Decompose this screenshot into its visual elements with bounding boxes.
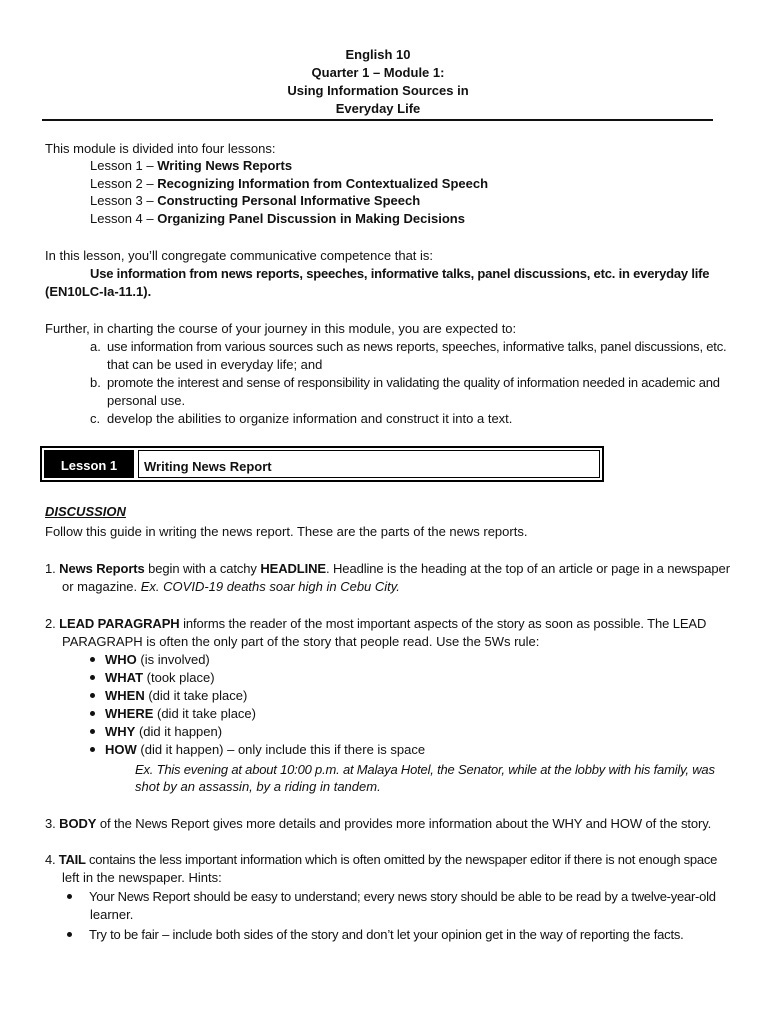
five-w-why (90, 723, 222, 741)
part-text-rest: . Headline is the heading at the top of an article or page in a newspaper (326, 561, 730, 576)
lesson-banner-title: Writing News Report (138, 450, 600, 478)
lesson-prefix: Lesson 3 – (90, 193, 158, 208)
five-w-who (90, 651, 210, 669)
objectives-intro: Further, in charting the course of your journey in this module, you are expected to: (45, 321, 517, 336)
five-w-desc: (did it happen) – only include this if there is space (136, 742, 426, 757)
hint-2-line1 (67, 926, 684, 944)
part-term-2: HEADLINE (260, 561, 326, 576)
objective-marker-a: a. (90, 339, 101, 354)
lesson-list-item-1 (90, 157, 292, 175)
lesson-prefix: Lesson 1 – (90, 158, 158, 173)
lead-example-line1: Ex. This evening at about 10:00 p.m. at Malaya Hotel, the Senator, while at the lobby with his family, was (135, 762, 715, 777)
part-text: contains the less important information which is often omitted by the newspaper editor if there is not enough space (85, 852, 718, 867)
part-term: News Reports (59, 561, 145, 576)
bullet-icon (90, 657, 95, 662)
hint-1-line2: learner. (90, 907, 134, 922)
objective-a-line1: use information from various sources such as news reports, speeches, informative talks, panel discussions, etc. (107, 339, 727, 354)
module-title-line1: Using Information Sources in (287, 83, 469, 98)
bullet-icon (90, 747, 95, 752)
lead-example-line2: shot by an assassin, by a riding in tandem. (135, 779, 381, 794)
competence-code: (EN10LC-Ia-11.1). (45, 284, 152, 299)
hint-text: Your News Report should be easy to understand; every news story should be able to be read by a twelve-year-old (89, 889, 716, 904)
bullet-icon (90, 711, 95, 716)
five-w-desc: (did it take place) (153, 706, 256, 721)
lesson-prefix: Lesson 2 – (90, 176, 158, 191)
part-4-line1 (45, 851, 717, 869)
discussion-heading: DISCUSSION (45, 504, 126, 519)
lesson-list-item-2 (90, 175, 488, 193)
hint-text: Try to be fair – include both sides of the story and don’t let your opinion get in the way of reporting the facts. (89, 927, 684, 942)
five-w-desc: (is involved) (136, 652, 210, 667)
five-w-where (90, 705, 256, 723)
part-number: 2. (45, 616, 60, 631)
part-text: or magazine. (62, 579, 141, 594)
five-w-term: WHY (105, 724, 136, 739)
module-subject: English 10 (345, 47, 411, 62)
lesson-title: Writing News Reports (157, 158, 293, 173)
part-number: 4. (45, 852, 59, 867)
lesson-prefix: Lesson 4 – (90, 211, 158, 226)
five-w-when (90, 687, 247, 705)
five-w-term: HOW (105, 742, 137, 757)
lesson-banner-tab: Lesson 1 (44, 450, 134, 478)
five-w-desc: (did it take place) (144, 688, 248, 703)
discussion-intro: Follow this guide in writing the news report. These are the parts of the news reports. (45, 524, 528, 539)
part-term: TAIL (58, 852, 86, 867)
objective-a-line2: that can be used in everyday life; and (107, 357, 323, 372)
hint-1-line1 (67, 888, 716, 906)
lesson-title: Constructing Personal Informative Speech (157, 193, 421, 208)
part-3-line1 (45, 815, 711, 833)
lesson-list-item-3 (90, 192, 420, 210)
lesson-list-item-4 (90, 210, 465, 228)
five-w-desc: (took place) (143, 670, 215, 685)
objective-marker-b: b. (90, 375, 101, 390)
objective-marker-c: c. (90, 411, 101, 426)
part-2-line1 (45, 615, 706, 633)
objective-b-line1: promote the interest and sense of responsibility in validating the quality of information needed in academic and (107, 375, 720, 390)
part-term: LEAD PARAGRAPH (59, 616, 180, 631)
five-w-term: WHO (105, 652, 137, 667)
objective-b-line2: personal use. (107, 393, 186, 408)
part-text: informs the reader of the most important aspects of the story as soon as possible. The LEAD (179, 616, 707, 631)
part-1-line1 (45, 560, 730, 578)
bullet-icon (90, 729, 95, 734)
objective-c-line1: develop the abilities to organize information and construct it into a text. (107, 411, 513, 426)
lesson-title: Organizing Panel Discussion in Making Decisions (157, 211, 465, 226)
five-w-desc: (did it happen) (135, 724, 223, 739)
five-w-term: WHEN (105, 688, 145, 703)
five-w-how (90, 741, 425, 759)
lesson-title: Recognizing Information from Contextualized Speech (157, 176, 489, 191)
part-text: of the News Report gives more details and provides more information about the WHY and HOW of the story. (96, 816, 712, 831)
part-number: 1. (45, 561, 60, 576)
competence-intro: In this lesson, you’ll congregate communicative competence that is: (45, 248, 434, 263)
five-w-what (90, 669, 215, 687)
module-quarter: Quarter 1 – Module 1: (311, 65, 445, 80)
part-4-line2: left in the newspaper. Hints: (62, 870, 222, 885)
module-title-line2: Everyday Life (335, 101, 421, 116)
bullet-icon (90, 675, 95, 680)
part-1-line2 (62, 578, 400, 596)
bullet-icon (67, 932, 72, 937)
bullet-icon (67, 894, 72, 899)
five-w-term: WHERE (105, 706, 154, 721)
part-example: Ex. COVID-19 deaths soar high in Cebu City. (140, 579, 400, 594)
five-w-term: WHAT (105, 670, 144, 685)
competence-statement: Use information from news reports, speeches, informative talks, panel discussions, etc. in everyday life (90, 266, 710, 281)
part-number: 3. (45, 816, 60, 831)
intro-text: This module is divided into four lessons: (45, 141, 276, 156)
bullet-icon (90, 693, 95, 698)
part-term: BODY (59, 816, 97, 831)
part-2-line2: PARAGRAPH is often the only part of the story that people read. Use the 5Ws rule: (62, 634, 540, 649)
header-rule (42, 119, 713, 121)
part-text: begin with a catchy (144, 561, 261, 576)
